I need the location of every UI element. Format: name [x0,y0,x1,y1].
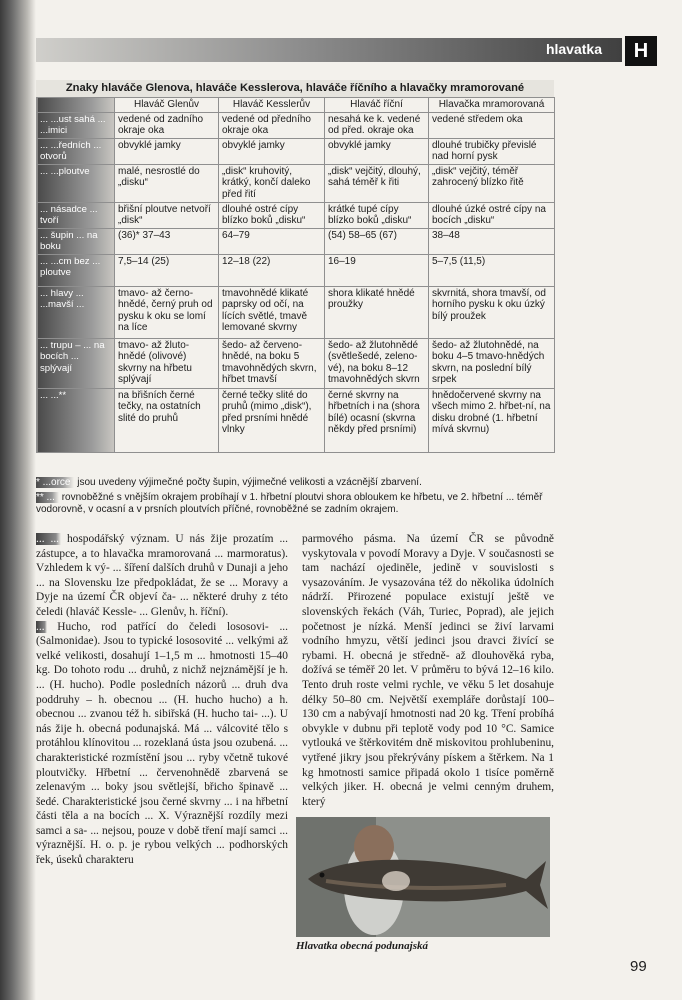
table-cell: hnědočervené skvrny na všech mimo 2. hřbet-ní, na disku drobné (1. hřbetní mívá skvrnu) [429,388,555,452]
table-cell: krátké tupé cípy blízko boků „disku“ [325,202,429,228]
table-cell: břišní ploutve netvoří „disk“ [115,202,219,228]
table-cell: 5–7,5 (11,5) [429,254,555,286]
footnote-label: * ...orce [36,477,74,488]
footnote-text: jsou uvedeny výjimečné počty šupin, výjimečné velikosti a vzácnější zbarvení. [77,477,422,488]
table-cell: šedo- až žlutohnědé (světlešedé, zeleno-vé), na boku 8–12 tmavohnědých skvrn [325,338,429,388]
table-row [37,202,555,228]
table-footnote [36,477,554,489]
table-cell: obvyklé jamky [325,138,429,164]
row-label: ... trupu – ... na bocích ... splývají [37,338,115,388]
row-label: ... ...ust sahá ... ...imici [37,112,115,138]
paragraph [36,620,288,868]
table-row [37,138,555,164]
table-cell: šedo- až žlutohnědé, na boku 4–5 tmavo-hnědých skvrn, na poslední bílý srpek [429,338,555,388]
table-cell: černé skvrny na hřbetních i na (shora bílé) ocasní (skvrna někdy před prsními) [325,388,429,452]
table-row [37,338,555,388]
page-number: 99 [630,958,647,975]
table-cell: dlouhé trubičky převislé nad horní pysk [429,138,555,164]
column-header: Hlaváč Glenův [115,98,219,113]
table-title: Znaky hlaváče Glenova, hlaváče Kesslerova, hlaváče říčního a hlavačky mramorované [36,80,554,97]
paragraph-text: parmového pásma. Na území ČR se původně vyskytovala v povodí Moravy a Dyje. V současnosti se tam nachází ojediněle, jedině v souvislosti s vysazováním. Je vysazována též do několika údolních nádrží. Přirozené populace existují ještě ve slovenských řekách (Váh, Turiec, Poprad), ale jejich početnost je nízká. Menší jedinci se živí larvami vodního hmyzu, větší jedinci jsou dravci živící se rybami. H. obecná je středně- až dlouhověká ryba, dožívá se téměř 20 let. V průměru to bývá 12–16 kilo. Tento druh roste velmi rychle, ve věku 5 let dosahuje délky 50–80 cm. Největší exempláře dorůstají 100–130 cm a nabývají hmotnosti nad 20 kg. Tření probíhá obvykle v dubnu při teplotě vody pod 10 °C. Samice vytlouká ve štěrkovitém dně miskovitou prohlubeninu, vytřené jikry jsou překrývány pískem a štěrkem. Na 1 kg hmotnosti samice připadá okolo 1 tisíce poměrně velkých jiker. H. obecná je velmi cenným druhem, který [302,533,554,808]
table-cell: šedo- až červeno-hnědé, na boku 5 tmavohnědých skvrn, hřbet tmavší [219,338,325,388]
paragraph [36,532,288,620]
table-row [37,388,555,452]
paragraph-text: hospodářský význam. U nás žije prozatím ... zástupce, a to hlavačka mramorovaná ... marmoratus). Vzhledem k vý- ... šíření dalších druhů v Dunaji a jeho ... na Slovensku lze předpokládat, že se ... Moravy a Dyje na území ČR objeví ča- ... některé druhy z této čeledi (hlaváč Kessle- ... Glenův, h. říční). [36,533,288,618]
table-cell: (54) 58–65 (67) [325,228,429,254]
table-cell: skvrnitá, shora tmavší, od horního pysku k oku úzký bílý proužek [429,286,555,338]
running-header-title: hlavatka [545,41,602,57]
row-label: ... šupin ... na boku [37,228,115,254]
footnote-label: ** ... [36,492,59,503]
column-header: Hlaváč říční [325,98,429,113]
table-cell: 7,5–14 (25) [115,254,219,286]
table-cell: malé, nesrostlé do „disku“ [115,164,219,202]
table-cell: 64–79 [219,228,325,254]
body-column-right [302,532,554,810]
table-cell: obvyklé jamky [115,138,219,164]
photo-caption: Hlavatka obecná podunajská [296,940,429,952]
table-row [37,164,555,202]
table-corner-cell [37,98,115,113]
table-row [37,228,555,254]
table-cell: shora klikaté hnědé proužky [325,286,429,338]
table-cell: nesahá ke k. vedené od před. okraje oka [325,112,429,138]
table-cell: tmavo- až žluto-hnědé (olivové) skvrny na hřbetu splývají [115,338,219,388]
table-row [37,254,555,286]
table-cell: (36)* 37–43 [115,228,219,254]
huchen-fish-illustration [296,817,550,937]
running-header-bar [36,38,622,62]
fish-photo [296,817,550,937]
table-footnote [36,492,554,516]
table-cell: vedené od předního okraje oka [219,112,325,138]
body-column-left [36,532,288,952]
table-row [37,286,555,338]
table-cell: vedené od zadního okraje oka [115,112,219,138]
table-cell: 12–18 (22) [219,254,325,286]
table-cell: 16–19 [325,254,429,286]
paragraph-lead: ... [36,620,45,633]
table-cell: „disk“ vejčitý, téměř zahrocený blízko řitě [429,164,555,202]
table-cell: „disk“ vejčitý, dlouhý, sahá téměř k řiti [325,164,429,202]
table-cell: 38–48 [429,228,555,254]
footnote-text: rovnoběžné s vnějším okrajem probíhají v 1. hřbetní ploutvi shora obloukem ke hřbetu, ve 2. hřbetní ... téměř vodorovně, v ocasní a v prsních ploutvích příčné, rovnoběžné se zadním okrajem. [36,492,543,515]
row-label: ... ...cm bez ... ploutve [37,254,115,286]
comparison-table [36,97,555,453]
row-label: ... ...ředních ... otvorů [37,138,115,164]
table-cell: dlouhé ostré cípy blízko boků „disku“ [219,202,325,228]
paragraph-text: Hucho, rod patřící do čeledi lososovi- ... (Salmonidae). Jsou to typické lososovité ... velkými až velké velikosti, dosahují 1–1,5 m ... hmotnosti 15–40 kg. Do tohoto rodu ... druhů, z nichž nejznámější je h. ... (H. hucho). Podle posledních názorů ... druh dva poddruhy – h. obecnou ... (H. hucho hucho) a h. obecnou ... zvanou též h. sibiřská (H. hucho tai- ...). U nás žije h. obecná podunajská. Má ... válcovité tělo s protáhlou klínovitou ... rozeklaná ústa jsou ozubená. ... charakteristické rozmístění jsou ... ryby včetně tukové ploutvičky. Hřbetní ... červenohnědě zbarvená se zelenavým ... boky jsou světlejší, břicho špinavě ... šedé. Charakteristické jsou černé skvrny ... i na hřbetní části těla a na bocích ... X. Výraznější rozdíly mezi samci a sa- ... nejsou, pouze v době tření mají samci ... výraznější. H. o. p. je rybou velkých ... podhorských řek, úseků charakteru [36,620,288,867]
row-label: ... násadce ... tvoří [37,202,115,228]
table-cell: „disk“ kruhovitý, krátký, končí daleko před řití [219,164,325,202]
table-cell: tmavo- až černo-hnědé, černý pruh od pysku k oku se lomí na líce [115,286,219,338]
row-label: ... ...ploutve [37,164,115,202]
column-header: Hlaváč Kesslerův [219,98,325,113]
paragraph-lead: ... ... [36,533,60,545]
row-label: ... ...** [37,388,115,452]
table-cell: dlouhé úzké ostré cípy na bocích „disku“ [429,202,555,228]
column-header: Hlavačka mramorovaná [429,98,555,113]
table-header-row [37,98,555,113]
table-cell: černé tečky slité do pruhů (mimo „disk“), před prsními hnědé vlnky [219,388,325,452]
table-row [37,112,555,138]
page-spine-shadow [0,0,36,1000]
table-cell: na břišních černé tečky, na ostatních slité do pruhů [115,388,219,452]
row-label: ... hlavy ... ...mavší ... [37,286,115,338]
table-cell: vedené středem oka [429,112,555,138]
table-cell: tmavohnědé klikaté paprsky od očí, na lících světlé, tmavě lemované skvrny [219,286,325,338]
table-cell: obvyklé jamky [219,138,325,164]
section-letter-tab: H [625,36,657,66]
